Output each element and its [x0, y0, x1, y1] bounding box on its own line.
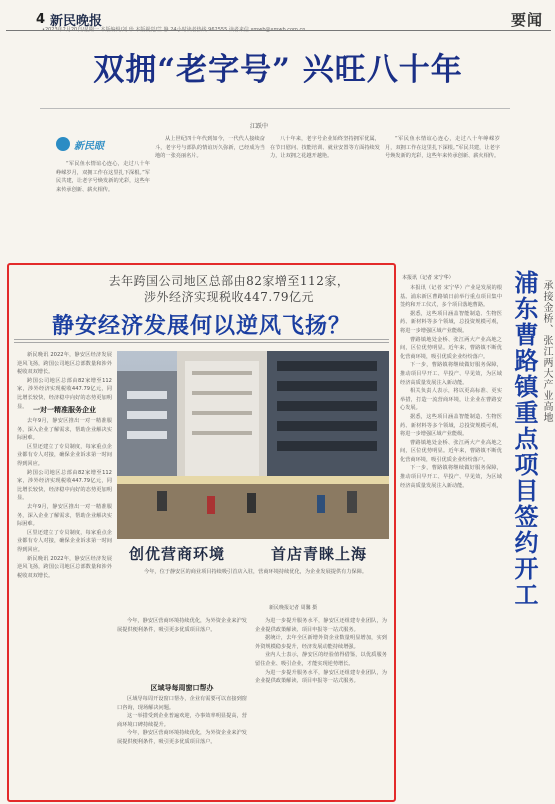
sidebar-body — [400, 284, 502, 796]
subhead-1: 一对一精准服务企业 — [33, 406, 96, 414]
sidebar-para: 曹路镇地处金桥、张江两大产业高地之间，区位优势明显。近年来，曹路镇不断优化营商环境，吸引优质企业纷纷落户。 — [400, 439, 502, 463]
feature-col-2a — [117, 617, 247, 679]
sidebar-para: 相关负责人表示，将以更高标准、更实举措，打造一流营商环境，让企业在曹路安心发展。 — [400, 388, 502, 412]
feature-rule — [14, 339, 389, 340]
feature-rule — [14, 342, 389, 343]
top-para: “军民鱼水情谊心连心，走过八十年峥嵘岁月，双拥工作在这里扎下深根。”军民共建，让老字号焕发新的光彩，这些年来传承创新、薪火相传。 — [385, 136, 500, 160]
top-rule — [40, 108, 510, 109]
eye-icon — [56, 137, 70, 151]
top-headline: 双拥“老字号” 兴旺八十年 — [93, 52, 463, 88]
mall-photo — [117, 351, 389, 539]
feature-photo — [117, 351, 389, 539]
sidebar-para: 据悉，这些项目涵盖智能制造、生物医药、新材料等多个领域，总投资规模可观，将进一步增强区域产业能级。 — [400, 310, 502, 334]
page-number: 4 — [36, 12, 46, 27]
featured-article[interactable] — [7, 263, 396, 802]
feature-para: 区域导每周开设窗口帮办，企业有需要可以直接到窗口咨询，现场解决问题。 — [117, 696, 247, 711]
feature-para: 区里还建立了专员制度，每家重点企业都有专人对接，确保企业诉求第一时间得到回应。 — [17, 529, 112, 553]
section-title: 要闻 — [510, 11, 543, 29]
sidebar-para: 据悉，这些项目涵盖智能制造、生物医药、新材料等多个领域，总投资规模可观，将进一步增强区域产业能级。 — [400, 413, 502, 438]
sidebar-byline: 本报讯（记者 宋宁华） — [402, 275, 454, 281]
feature-para: 业内人士表示，静安区的经验值得借鉴，以优质服务留住企业、吸引企业，才能实现逆势增长。 — [255, 652, 387, 667]
header-rule — [6, 30, 551, 31]
top-col-3 — [270, 135, 380, 255]
feature-para: 去年9月，静安区推出一对一精准服务，深入企业了解需求，帮助企业解决实际困难。 — [17, 418, 112, 442]
feature-para: 为进一步提升服务水平，静安区还组建专业团队，为企业提供政策解读、项目申报等一站式服务。 — [255, 669, 387, 685]
brand-name: 新民眼 — [74, 141, 104, 152]
feature-deck — [89, 273, 369, 305]
feature-para: 据统计，去年全区新增外资企业数量明显增加，实到外资规模稳步提升，经济发展动能持续增强。 — [255, 635, 387, 650]
feature-para: 新民晚讯 2022年，静安区经济发展逆风飞扬，跨国公司地区总部数量和涉外税收双双增长。 — [17, 352, 112, 376]
feature-para: 这一举措受到企业普遍欢迎，办事效率明显提高，营商环境口碑持续提升。 — [117, 713, 247, 728]
top-para: “军民鱼水情谊心连心，走过八十年峥嵘岁月，双拥工作在这里扎下深根。”军民共建，让老字号焕发新的光彩，这些年来传承创新、薪火相传。 — [56, 161, 150, 193]
deck-line-1: 去年跨国公司地区总部由82家增至112家， — [108, 274, 350, 288]
feature-para: 新民晚讯 2022年，静安区经济发展逆风飞扬，跨国公司地区总部数量和涉外税收双双增长。 — [17, 555, 112, 579]
feature-para: 区里还建立了专员制度，每家重点企业都有专人对接，确保企业诉求第一时间得到回应。 — [17, 443, 112, 467]
top-byline: 江跃中 — [250, 123, 269, 130]
photo-caption-right: 首店青睐上海 — [271, 545, 368, 563]
top-para: 八十年来，老字号企业始终坚持拥军优属，在节日慰问、技能培训、就业安置等方面持续发力，让双拥之花越开越艳。 — [270, 136, 380, 160]
sidebar-para: 曹路镇地处金桥、张江两大产业高地之间，区位优势明显。近年来，曹路镇不断优化营商环境，吸引优质企业纷纷落户。 — [400, 336, 502, 360]
feature-headline: 静安经济发展何以逆风飞扬？ — [51, 313, 351, 339]
photo-caption-left: 创优营商环境 — [129, 545, 226, 563]
photo-caption-text: 今年，位于静安区的商业项目持续吸引首店入驻，营商环境持续优化，为企业发展提供有力保障。 — [144, 569, 368, 575]
sidebar-headline: 浦东曹路镇重点项目签约开工 — [510, 270, 539, 608]
sidebar-para: 下一步，曹路镇将继续做好服务保障，推动项目早开工、早投产、早见效，为区域经济高质量发展注入新动能。 — [400, 362, 502, 386]
top-col-1 — [56, 160, 150, 256]
feature-para: 为进一步提升服务水平，静安区还组建专业团队，为企业提供政策解读、项目申报等一站式服务。 — [255, 618, 387, 633]
sidebar-subtitle: 承接金桥、张江两大产业高地 — [541, 280, 552, 423]
top-col-4 — [385, 135, 500, 255]
feature-col-2b — [117, 695, 247, 793]
sidebar-para: 本报讯（记者 宋宁华）产业是发展的根基。浦东新区曹路镇日前举行重点项目集中签约和开工仪式，多个项目落地曹路。 — [400, 285, 502, 309]
feature-para: 去年9月，静安区推出一对一精准服务，深入企业了解需求，帮助企业解决实际困难。 — [17, 503, 112, 528]
photo-credit: 新民晚报记者 周馨 摄 — [269, 605, 318, 611]
brand-badge — [56, 135, 122, 153]
feature-para: 今年，静安区营商环境持续优化，为外资企业来沪发展提供便利条件，吸引更多优质项目落户。 — [117, 618, 247, 633]
feature-para: 跨国公司地区总部由82家增至112家，涉外经济实现税收447.79亿元，同比增长较快，经济稳中向好的态势更加明显。 — [17, 377, 112, 410]
deck-line-2: 涉外经济实现税收447.79亿元 — [144, 290, 314, 304]
feature-col-3 — [255, 617, 387, 792]
newspaper-logo: 新民晚报 — [50, 14, 103, 29]
feature-para: 今年，静安区营商环境持续优化，为外资企业来沪发展提供便利条件，吸引更多优质项目落户。 — [117, 730, 247, 745]
top-col-2 — [155, 135, 265, 255]
feature-para: 跨国公司地区总部由82家增至112家，涉外经济实现税收447.79亿元，同比增长较快，经济稳中向好的态势更加明显。 — [17, 469, 112, 502]
subhead-2: 区域导每周窗口帮办 — [150, 684, 214, 692]
feature-col-1 — [17, 417, 112, 792]
top-para: 从上世纪四十年代到如今，一代代人接续奋斗，老字号与部队的情谊历久弥新，已经成为当地的一张亮丽名片。 — [155, 136, 265, 160]
sidebar-para: 下一步，曹路镇将继续做好服务保障，推动项目早开工、早投产、早见效，为区域经济高质量发展注入新动能。 — [400, 465, 502, 489]
